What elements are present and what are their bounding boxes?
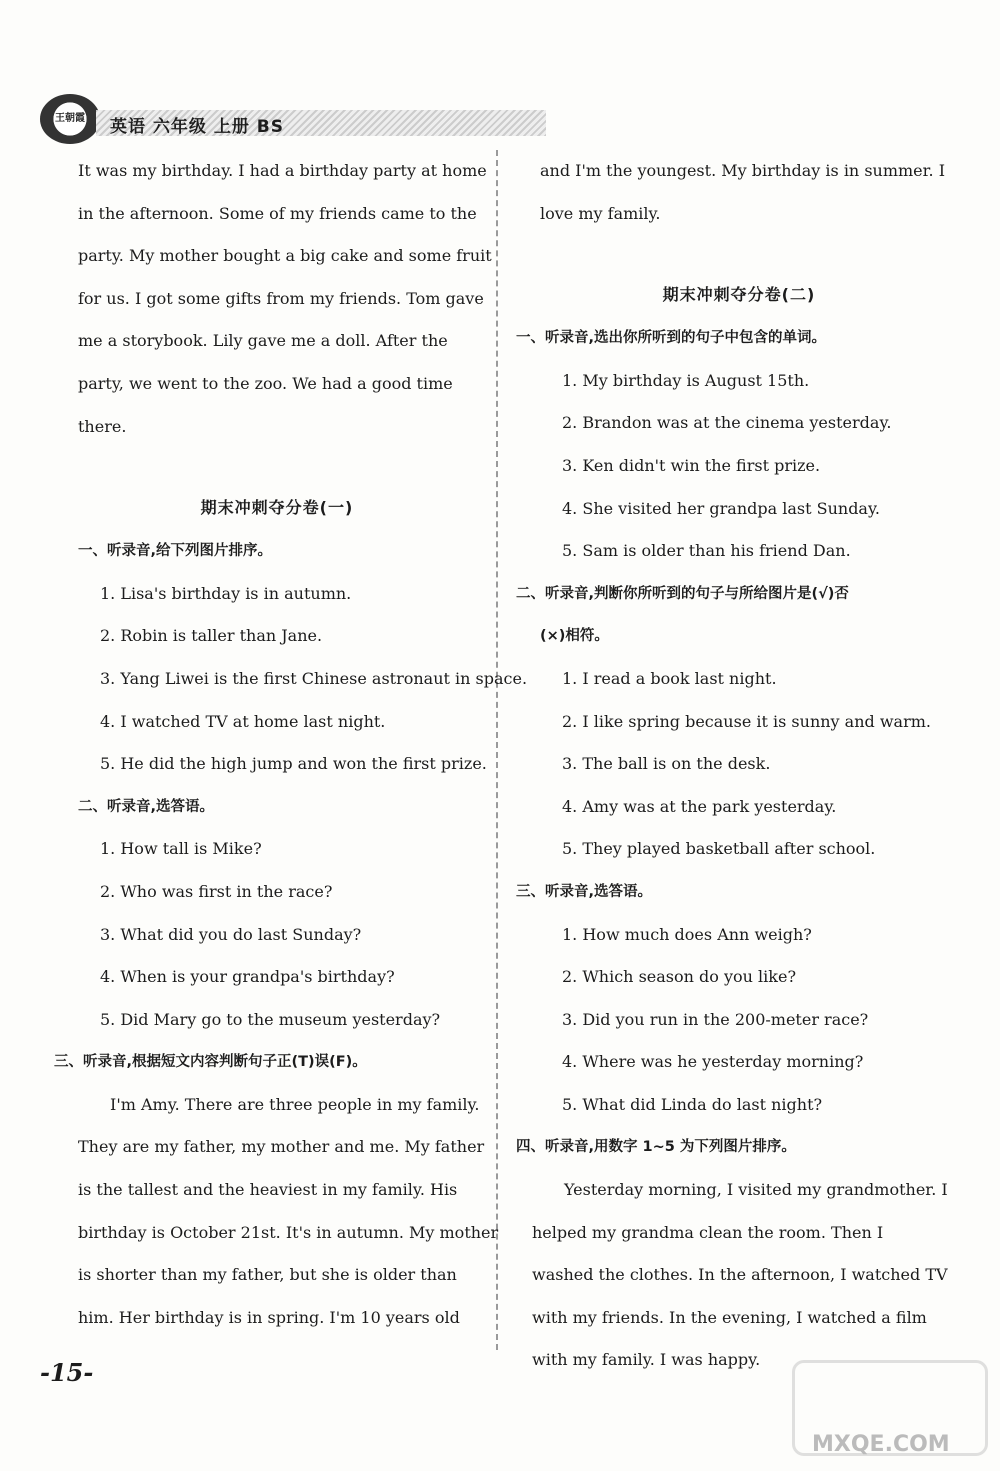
list-item: 3. Yang Liwei is the first Chinese astronaut in space.	[100, 668, 528, 688]
section-heading: 一、听录音,给下列图片排序。	[78, 543, 273, 560]
text-line: him. Her birthday is in spring. I'm 10 years old	[78, 1307, 460, 1327]
left-para1	[78, 150, 492, 448]
list-item: 5. He did the high jump and won the first prize.	[100, 754, 487, 774]
text-line: love my family.	[540, 203, 661, 223]
left-para2	[78, 1084, 499, 1340]
section-heading: 三、听录音,选答语。	[516, 883, 653, 900]
section-heading: 四、听录音,用数字 1~5 为下列图片排序。	[516, 1139, 796, 1156]
list-item: 3. What did you do last Sunday?	[100, 924, 362, 944]
text-line: birthday is October 21st. It's in autumn. My mother	[78, 1222, 499, 1242]
section-heading: 二、听录音,判断你所听到的句子与所给图片是(√)否	[516, 585, 849, 602]
page-header	[40, 92, 560, 150]
list-item: 4. Amy was at the park yesterday.	[562, 796, 837, 816]
list-item: 5. They played basketball after school.	[562, 839, 876, 859]
section-heading-cont: (×)相符。	[540, 628, 609, 645]
text-line: is the tallest and the heaviest in my family. His	[78, 1180, 458, 1200]
text-line: helped my grandma clean the room. Then I	[532, 1222, 884, 1242]
list-item: 5. Did Mary go to the museum yesterday?	[100, 1009, 441, 1029]
exam-title-2: 期末冲刺夺分卷(二)	[662, 285, 816, 305]
page-number: -15-	[40, 1358, 94, 1387]
list-item: 5. What did Linda do last night?	[562, 1094, 823, 1114]
column-divider	[496, 150, 498, 1350]
text-line: party. My mother bought a big cake and some fruit	[78, 246, 492, 266]
publisher-logo-icon: 王朝霞	[40, 94, 100, 144]
header-title: 英语 六年级 上册 BS	[110, 117, 284, 137]
right-para2	[532, 1169, 948, 1382]
list-item: 2. Robin is taller than Jane.	[100, 626, 323, 646]
list-item: 4. I watched TV at home last night.	[100, 711, 386, 731]
list-item: 2. I like spring because it is sunny and warm.	[562, 711, 931, 731]
list-item: 3. The ball is on the desk.	[562, 754, 771, 774]
list-item: 1. Lisa's birthday is in autumn.	[100, 583, 352, 603]
list-item: 1. How much does Ann weigh?	[562, 924, 812, 944]
text-line: is shorter than my father, but she is older than	[78, 1265, 457, 1285]
list-item: 5. Sam is older than his friend Dan.	[562, 541, 851, 561]
list-item: 3. Ken didn't win the first prize.	[562, 455, 821, 475]
text-line: with my friends. In the evening, I watched a film	[532, 1307, 927, 1327]
list-item: 4. Where was he yesterday morning?	[562, 1052, 864, 1072]
list-item: 2. Who was first in the race?	[100, 881, 333, 901]
section-heading: 二、听录音,选答语。	[78, 798, 215, 815]
list-item: 4. She visited her grandpa last Sunday.	[562, 498, 880, 518]
list-item: 1. How tall is Mike?	[100, 839, 262, 859]
text-line: for us. I got some gifts from my friends. Tom gave	[78, 288, 484, 308]
list-item: 3. Did you run in the 200-meter race?	[562, 1009, 869, 1029]
text-line: I'm Amy. There are three people in my family.	[110, 1094, 480, 1114]
text-line: and I'm the youngest. My birthday is in summer. I	[540, 161, 946, 180]
text-line: It was my birthday. I had a birthday party at home	[78, 161, 487, 180]
text-line: with my family. I was happy.	[532, 1350, 761, 1370]
text-line: party, we went to the zoo. We had a good time	[78, 373, 453, 393]
text-line: there.	[78, 416, 127, 436]
text-line: in the afternoon. Some of my friends came to the	[78, 203, 477, 223]
list-item: 1. I read a book last night.	[562, 668, 777, 688]
exam-title-1: 期末冲刺夺分卷(一)	[200, 498, 354, 518]
text-line: Yesterday morning, I visited my grandmother. I	[564, 1180, 948, 1200]
list-item: 2. Which season do you like?	[562, 967, 797, 987]
watermark-site: MXQE.COM	[812, 1432, 950, 1457]
left-column	[54, 150, 528, 1339]
text-line: They are my father, my mother and me. My father	[78, 1137, 485, 1157]
list-item: 4. When is your grandpa's birthday?	[100, 967, 395, 987]
list-item: 2. Brandon was at the cinema yesterday.	[562, 413, 892, 433]
right-column	[516, 150, 948, 1382]
section-heading: 三、听录音,根据短文内容判断句子正(T)误(F)。	[54, 1054, 367, 1071]
section-heading: 一、听录音,选出你所听到的句子中包含的单词。	[516, 330, 827, 347]
text-line: washed the clothes. In the afternoon, I watched TV	[532, 1265, 948, 1285]
list-item: 1. My birthday is August 15th.	[562, 370, 810, 390]
text-line: me a storybook. Lily gave me a doll. After the	[78, 331, 448, 351]
